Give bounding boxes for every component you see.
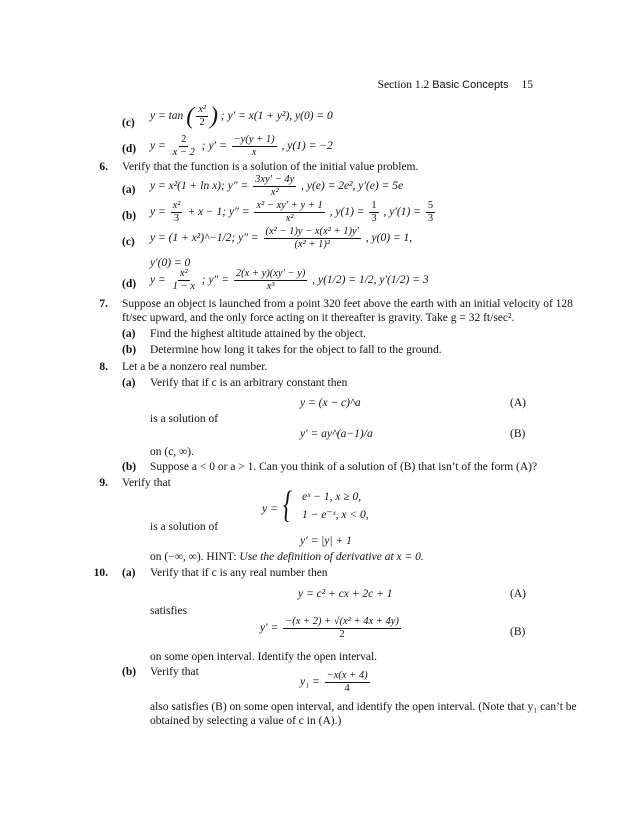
part-text: Verify that <box>150 666 199 678</box>
equation <box>150 268 429 293</box>
frac-num: −y(y + 1) <box>232 134 277 147</box>
equation <box>150 174 403 199</box>
equation-tag: (B) <box>510 626 526 638</box>
part-label: (d) <box>122 143 137 155</box>
equation-A: y = c² + cx + 2c + 1 <box>298 588 393 600</box>
problem-number: 9. <box>99 477 108 489</box>
part-label: (c) <box>122 117 135 129</box>
part-text: Verify that if c is any real number then <box>150 567 328 579</box>
frac-num: x² <box>178 268 190 281</box>
eq-mid: ; y″ = <box>201 274 229 287</box>
equation: y = tan ( $\frac{\text{x²}}{2}$ ) ; y′ = x(1 + y²), y(0) = 0 <box>150 103 333 130</box>
part-label: (d) <box>122 278 137 290</box>
frac-num: −x(x + 4) <box>325 670 370 683</box>
eq-lhs: y = <box>150 274 166 287</box>
frac-num: (x² − 1)y − x(x² + 1)y′ <box>264 226 361 239</box>
part-label: (a) <box>122 328 136 340</box>
part-text: Find the highest altitude attained by the object. <box>150 328 366 340</box>
eq-mid: + x − 1; y″ = <box>187 206 250 219</box>
problem-text-cont: ft/sec upward, and the only force acting on it thereafter is gravity. Take g = 32 ft/sec². <box>122 312 515 324</box>
problem-text: satisfies <box>150 605 188 617</box>
equation <box>150 134 333 159</box>
part-text: Determine how long it takes for the object to fall to the ground. <box>150 344 442 356</box>
equation-B: y′ = ay^(a−1)/a <box>300 428 373 440</box>
frac-den: x − 2 <box>172 147 195 159</box>
frac-den: x³ <box>266 281 275 293</box>
part-label: (b) <box>122 210 137 222</box>
eq-rest: , y(e) = 2e², y′(e) = 5e <box>301 180 404 193</box>
equation-tag: (A) <box>510 588 526 600</box>
problem-number: 6. <box>99 161 108 173</box>
eq-lhs: y = (1 + x²)^−1/2; y″ = <box>150 232 259 245</box>
eq-mid: , y(1) = <box>329 206 365 219</box>
page-number: 15 <box>521 79 533 91</box>
frac-num: 5 <box>426 200 435 213</box>
frac-num: x² <box>196 104 208 117</box>
frac-num: 2 <box>179 134 188 147</box>
equation-tag: (B) <box>510 428 526 440</box>
frac-den: 1 − x <box>172 281 195 293</box>
equation <box>150 226 412 251</box>
part-text: Suppose a < 0 or a > 1. Can you think of a solution of (B) that isn’t of the form (A)? <box>150 461 538 473</box>
frac-den: x² <box>270 187 279 199</box>
problem-text: Verify that the function is a solution of the initial value problem. <box>122 161 419 173</box>
eq-rest: , y(0) = 1, <box>365 232 413 245</box>
problem-number: 10. <box>93 567 108 579</box>
eq-lhs: y = x²(1 + ln x); y″ = <box>150 180 249 193</box>
part-label: (b) <box>122 461 137 473</box>
part-label: (c) <box>122 236 135 248</box>
eq-lhs: y = tan <box>150 110 184 123</box>
frac-num: x² <box>171 200 183 213</box>
frac-num: −(x + 2) + √(x² + 4x + 4y) <box>283 616 401 629</box>
problem-text: Let a be a nonzero real number. <box>122 361 268 373</box>
frac-den: 3 <box>427 213 434 225</box>
equation-B <box>260 616 403 641</box>
hint-prefix: on (−∞, ∞). <box>150 551 207 563</box>
problem-text-cont: obtained by selecting a value of c in (A).) <box>150 715 342 727</box>
part-label: (b) <box>122 344 137 356</box>
case-1: eˣ − 1, x ≥ 0, <box>302 491 362 503</box>
equation: y′ = |y| + 1 <box>300 535 352 547</box>
problem-text: also satisfies (B) on some open interval, and identify the open interval. (Note that y₁ can’t be <box>150 701 577 713</box>
part-label: (b) <box>122 666 137 678</box>
section-number: Section 1.2 <box>377 79 430 91</box>
equation-y1 <box>300 670 372 695</box>
eq-continuation: y′(0) = 0 <box>150 257 191 269</box>
frac-den: (x² + 1)² <box>294 239 330 251</box>
problem-text: Suppose an object is launched from a point 320 feet above the earth with an initial velocity of 128 <box>122 298 573 310</box>
part-label: (a) <box>122 567 136 579</box>
eq-lhs: y = <box>150 140 166 153</box>
frac-den: x <box>251 147 257 159</box>
hint-label: HINT: <box>206 551 237 563</box>
part-label: (a) <box>122 377 136 389</box>
part-text: Verify that if c is an arbitrary constant then <box>150 377 348 389</box>
eq-mid: , y′(1) = <box>383 206 421 219</box>
eq-lhs: y = <box>262 503 278 515</box>
hint-line <box>150 550 424 564</box>
equation <box>150 200 437 225</box>
problem-text: Verify that <box>122 477 171 489</box>
problem-number: 8. <box>99 361 108 373</box>
page-header <box>378 78 533 93</box>
hint-text: Use the definition of derivative at x = 0. <box>239 551 424 563</box>
frac-num: 1 <box>369 200 378 213</box>
eq-rest: , y(1/2) = 1/2, y′(1/2) = 3 <box>312 274 429 287</box>
eq-lhs: y′ = <box>260 622 279 635</box>
problem-text: is a solution of <box>150 521 219 533</box>
frac-den: 2 <box>339 629 345 641</box>
eq-lhs: y₁ = <box>300 676 320 689</box>
frac-den: 3 <box>371 213 377 225</box>
equation-A: y = (x − c)^a <box>300 397 361 409</box>
frac-den: 3 <box>173 213 180 225</box>
eq-lhs: y = <box>150 206 166 219</box>
case-2: 1 − e⁻ˣ, x < 0, <box>302 509 369 521</box>
eq-rest: , y(1) = −2 <box>281 140 333 153</box>
frac-num: x² − xy′ + y + 1 <box>254 200 324 213</box>
frac-num: 3xy′ − 4y <box>253 174 296 187</box>
problem-text: is a solution of <box>150 413 219 425</box>
left-brace: { <box>283 484 293 526</box>
frac-den: 4 <box>344 683 350 695</box>
problem-text: on (c, ∞). <box>150 446 194 458</box>
frac-num: 2(x + y)(xy′ − y) <box>234 268 308 281</box>
problem-text: on some open interval. Identify the open interval. <box>150 651 378 663</box>
section-title: Basic Concepts <box>432 79 509 91</box>
problem-number: 7. <box>99 298 108 310</box>
equation-tag: (A) <box>510 397 526 409</box>
eq-rest: ; y′ = x(1 + y²), y(0) = 0 <box>220 110 333 123</box>
frac-den: x² <box>285 213 294 225</box>
eq-mid: ; y′ = <box>201 140 227 153</box>
frac-den: 2 <box>199 117 205 129</box>
part-label: (a) <box>122 184 136 196</box>
